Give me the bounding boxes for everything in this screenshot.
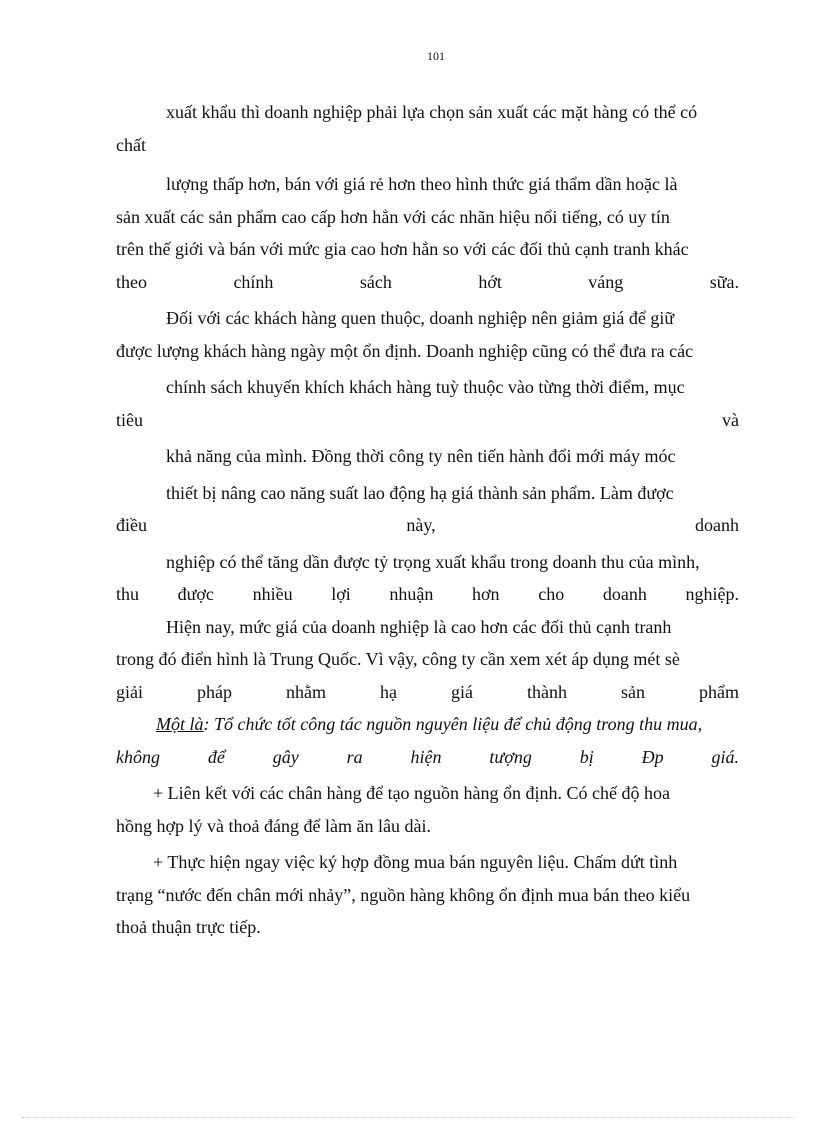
text-line: hồng hợp lý và thoả đáng để làm ăn lâu dài. xyxy=(116,815,431,836)
text-line: xuất khẩu thì doanh nghiệp phải lựa chọn sản xuất các mặt hàng có thể có xyxy=(166,102,698,122)
text-line: nghiệp có thể tăng dần được tỷ trọng xuất khẩu trong doanh thu của mình, xyxy=(166,551,700,572)
text-line: chất xyxy=(116,134,146,155)
text-line: Hiện nay, mức giá của doanh nghiệp là cao hơn các đối thủ cạnh tranh xyxy=(166,616,672,637)
heading-line xyxy=(116,708,739,741)
text-line: giải pháp nhằm hạ giá thành sản phẩm xyxy=(116,681,739,702)
page-number: 101 xyxy=(427,49,445,63)
text-line: được lượng khách hàng ngày một ổn định. Doanh nghiệp cũng có thể đưa ra các xyxy=(116,340,694,361)
text-line: theo chính sách hớt váng sữa. xyxy=(116,271,739,292)
text-line: + Liên kết với các chân hàng để tạo nguồn hàng ổn định. Có chế độ hoa xyxy=(153,783,671,803)
section-label: Một là xyxy=(156,714,204,734)
page-bottom-divider xyxy=(22,1117,794,1118)
text-line: tiêu và xyxy=(116,409,739,430)
text-line: sản xuất các sản phẩm cao cấp hơn hẳn với các nhãn hiệu nổi tiếng, có uy tín xyxy=(116,206,670,227)
text-line: + Thực hiện ngay việc ký hợp đồng mua bán nguyên liệu. Chấm dứt tình xyxy=(153,852,678,872)
text-line: Đối với các khách hàng quen thuộc, doanh nghiệp nên giảm giá để giữ xyxy=(166,308,675,328)
document-body xyxy=(116,96,739,944)
text-line: thoả thuận trực tiếp. xyxy=(116,917,261,937)
text-line: không để gây ra hiện tượng bị Ðp giá. xyxy=(116,746,739,767)
text-line: thu được nhiều lợi nhuận hơn cho doanh nghiệp. xyxy=(116,584,739,604)
text-line: điều này, doanh xyxy=(116,515,739,535)
text-line: trạng “nước đến chân mới nhảy”, nguồn hàng không ổn định mua bán theo kiểu xyxy=(116,884,691,905)
text-line: thiết bị nâng cao năng suất lao động hạ giá thành sản phẩm. Làm được xyxy=(166,482,674,503)
text-line: trong đó điển hình là Trung Quốc. Vì vậy, công ty cần xem xét áp dụng mét sè xyxy=(116,649,680,669)
section-heading: : Tổ chức tốt công tác nguồn nguyên liệu để chủ động trong thu mua, xyxy=(203,714,703,734)
text-line: lượng thấp hơn, bán với giá rẻ hơn theo hình thức giá thẩm dần hoặc là xyxy=(166,174,678,194)
text-line: trên thế giới và bán với mức gia cao hơn hẳn so với các đối thủ cạnh tranh khác xyxy=(116,239,689,259)
text-line: khả năng của mình. Đồng thời công ty nên tiến hành đổi mới máy móc xyxy=(166,446,676,466)
text-line: chính sách khuyến khích khách hàng tuỳ thuộc vào từng thời điểm, mục xyxy=(166,377,685,397)
